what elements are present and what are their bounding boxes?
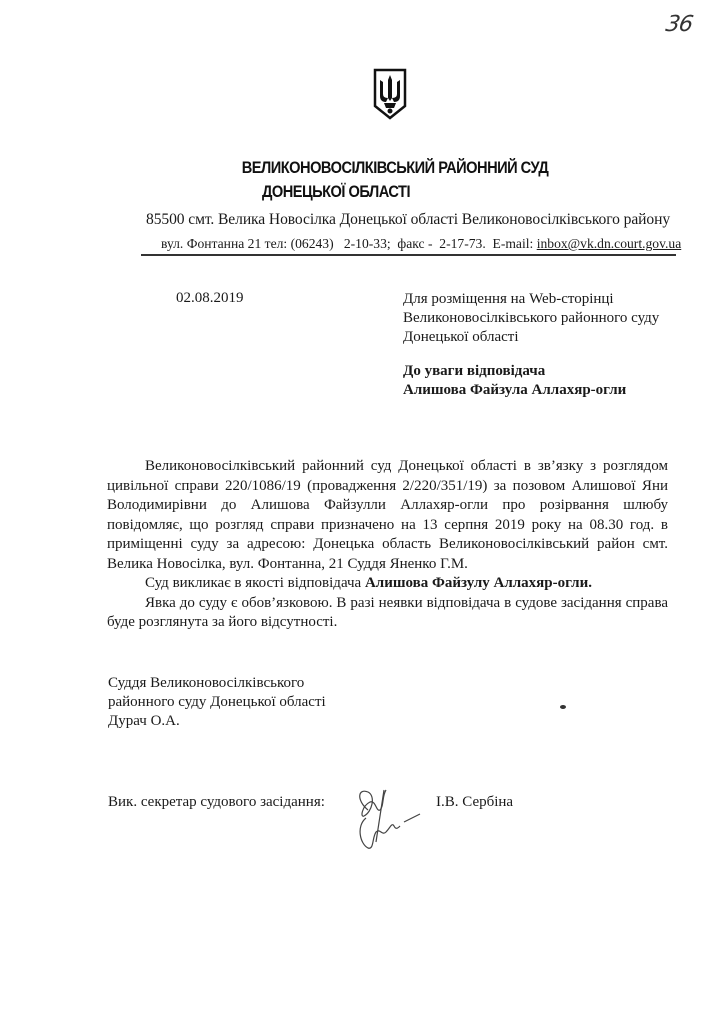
document-date: 02.08.2019	[176, 290, 244, 306]
handwritten-signature	[346, 782, 436, 852]
judge-name: Дурач О.А.	[108, 713, 180, 729]
notice-body	[107, 457, 668, 633]
summons-text: Суд викликає в якості відповідача	[145, 575, 365, 591]
attention-block	[403, 362, 626, 400]
secretary-name: І.В. Сербіна	[436, 794, 514, 810]
court-contacts	[161, 236, 681, 252]
summoned-defendant: Алишова Файзулу Аллахяр-огли.	[364, 575, 592, 591]
page-number: 36	[663, 12, 695, 37]
attention-line: До уваги відповідача	[403, 363, 546, 379]
court-title-line1: ВЕЛИКОНОВОСІЛКІВСЬКИЙ РАЙОННИЙ СУД	[241, 158, 549, 177]
email-link[interactable]: inbox@vk.dn.court.gov.ua	[536, 236, 682, 251]
court-title-line2: ДОНЕЦЬКОЇ ОБЛАСТІ	[261, 182, 411, 201]
secretary-label: Вик. секретар судового засідання:	[108, 794, 325, 810]
body-paragraph: Явка до суду є обов’язковою. В разі неявки відповідача в судове засідання справа буде розглянута за його відсутності.	[107, 594, 668, 630]
defendant-name: Алишова Файзула Аллахяр-огли	[403, 382, 627, 398]
body-paragraph	[107, 574, 668, 594]
ink-speck	[560, 705, 566, 709]
judge-signature-block	[108, 674, 326, 731]
judge-title: Суддя Великоновосілківського	[108, 675, 305, 691]
recipient-line: Донецької області	[403, 329, 519, 345]
ukraine-trident-icon	[373, 68, 407, 120]
recipient-block	[403, 290, 659, 347]
header-divider	[141, 254, 676, 256]
contact-details: вул. Фонтанна 21 тел: (06243) 2-10-33; факс - 2-17-73. E-mail:	[161, 236, 537, 251]
recipient-line: Для розміщення на Web-сторінці	[403, 291, 614, 307]
body-paragraph: Великоновосілківський районний суд Донецької області в зв’язку з розглядом цивільної справи 220/1086/19 (провадження 2/220/351/19) за позовом Алишової Яни Володимирівни до Алишова Файзулли Аллахяр-огли про розірвання шлюбу повідомляє, що розгляд справи призначено на 13 серпня 2019 року на 08.30 год. в приміщенні суду за адресою: Донецька область Великоновосілківський район смт. Велика Новосілка, вул. Фонтанна, 21 Суддя Яненко Г.М.	[107, 458, 668, 572]
court-address: 85500 смт. Велика Новосілка Донецької області Великоновосілківського району	[146, 211, 671, 228]
judge-title: районного суду Донецької області	[108, 694, 326, 710]
recipient-line: Великоновосілківського районного суду	[403, 310, 660, 326]
